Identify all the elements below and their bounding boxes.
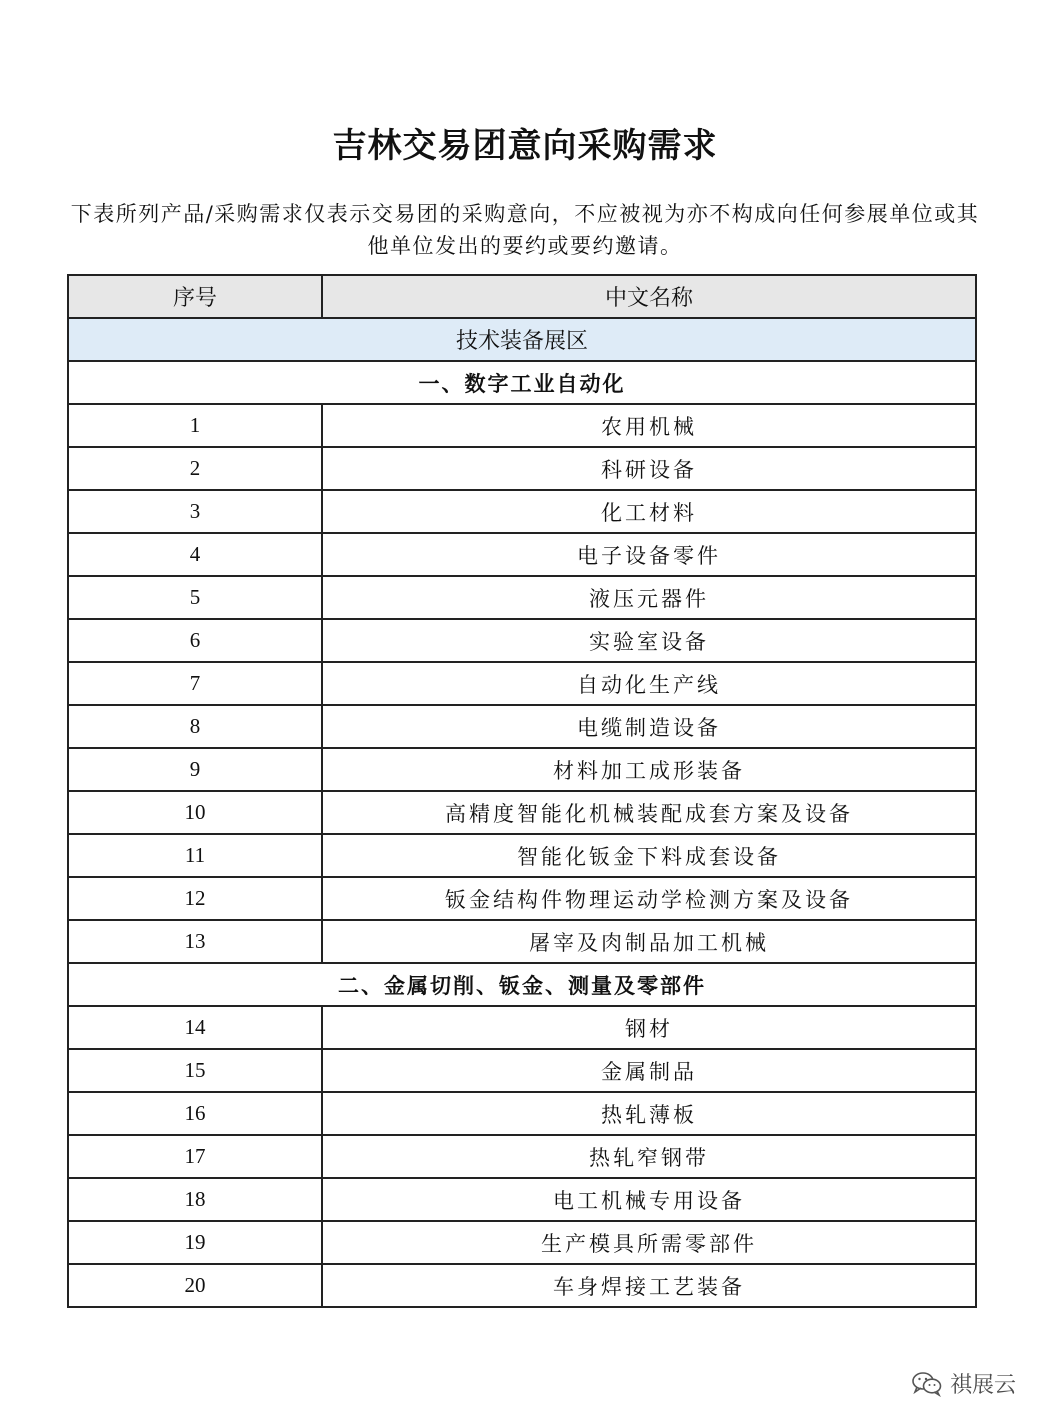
- serial-number-cell: 1: [68, 404, 322, 447]
- product-name-cell: 电缆制造设备: [322, 705, 976, 748]
- table-row: [68, 1006, 976, 1049]
- column-header-serial: 序号: [68, 275, 322, 318]
- table-row: [68, 447, 976, 490]
- watermark: [912, 1368, 1016, 1399]
- column-header-name: 中文名称: [322, 275, 976, 318]
- table-row: [68, 1264, 976, 1307]
- table-row: [68, 791, 976, 834]
- table-header-row: [68, 275, 976, 318]
- product-name-cell: 热轧窄钢带: [322, 1135, 976, 1178]
- product-name-cell: 智能化钣金下料成套设备: [322, 834, 976, 877]
- zone-row: [68, 318, 976, 361]
- serial-number-cell: 7: [68, 662, 322, 705]
- wechat-icon: [912, 1371, 942, 1397]
- table-row: [68, 877, 976, 920]
- disclaimer-text: 下表所列产品/采购需求仅表示交易团的采购意向，不应被视为亦不构成向任何参展单位或其他单位发出的要约或要约邀请。: [70, 202, 980, 258]
- serial-number-cell: 18: [68, 1178, 322, 1221]
- product-name-cell: 钢材: [322, 1006, 976, 1049]
- product-name-cell: 高精度智能化机械装配成套方案及设备: [322, 791, 976, 834]
- watermark-text: 祺展云: [949, 1373, 1016, 1398]
- serial-number-cell: 12: [68, 877, 322, 920]
- serial-number-cell: 20: [68, 1264, 322, 1307]
- table-row: [68, 490, 976, 533]
- table-row: [68, 619, 976, 662]
- serial-number-cell: 10: [68, 791, 322, 834]
- product-name-cell: 科研设备: [322, 447, 976, 490]
- table-row: [68, 834, 976, 877]
- product-name-cell: 钣金结构件物理运动学检测方案及设备: [322, 877, 976, 920]
- serial-number-cell: 16: [68, 1092, 322, 1135]
- category-row: [68, 361, 976, 404]
- table-row: [68, 1092, 976, 1135]
- table-row: [68, 1178, 976, 1221]
- serial-number-cell: 8: [68, 705, 322, 748]
- product-name-cell: 自动化生产线: [322, 662, 976, 705]
- product-name-cell: 材料加工成形装备: [322, 748, 976, 791]
- table-row: [68, 705, 976, 748]
- table-body: [68, 318, 976, 1307]
- serial-number-cell: 17: [68, 1135, 322, 1178]
- table-row: [68, 1135, 976, 1178]
- category-label: 一、数字工业自动化: [68, 361, 976, 404]
- table-row: [68, 920, 976, 963]
- serial-number-cell: 9: [68, 748, 322, 791]
- product-name-cell: 实验室设备: [322, 619, 976, 662]
- table-row: [68, 576, 976, 619]
- table-row: [68, 662, 976, 705]
- category-row: [68, 963, 976, 1006]
- serial-number-cell: 19: [68, 1221, 322, 1264]
- serial-number-cell: 14: [68, 1006, 322, 1049]
- serial-number-cell: 6: [68, 619, 322, 662]
- serial-number-cell: 11: [68, 834, 322, 877]
- product-name-cell: 屠宰及肉制品加工机械: [322, 920, 976, 963]
- table-row: [68, 533, 976, 576]
- product-name-cell: 农用机械: [322, 404, 976, 447]
- product-name-cell: 金属制品: [322, 1049, 976, 1092]
- zone-label: 技术装备展区: [68, 318, 976, 361]
- product-name-cell: 车身焊接工艺装备: [322, 1264, 976, 1307]
- procurement-table-container: [67, 274, 975, 1308]
- product-name-cell: 电子设备零件: [322, 533, 976, 576]
- serial-number-cell: 5: [68, 576, 322, 619]
- table-row: [68, 1049, 976, 1092]
- page-title: 吉林交易团意向采购需求: [332, 126, 718, 166]
- product-name-cell: 化工材料: [322, 490, 976, 533]
- category-label: 二、金属切削、钣金、测量及零部件: [68, 963, 976, 1006]
- serial-number-cell: 4: [68, 533, 322, 576]
- table-row: [68, 404, 976, 447]
- serial-number-cell: 3: [68, 490, 322, 533]
- serial-number-cell: 2: [68, 447, 322, 490]
- product-name-cell: 生产模具所需零部件: [322, 1221, 976, 1264]
- table-row: [68, 748, 976, 791]
- product-name-cell: 电工机械专用设备: [322, 1178, 976, 1221]
- product-name-cell: 液压元器件: [322, 576, 976, 619]
- procurement-table: [67, 274, 977, 1308]
- serial-number-cell: 15: [68, 1049, 322, 1092]
- table-row: [68, 1221, 976, 1264]
- product-name-cell: 热轧薄板: [322, 1092, 976, 1135]
- serial-number-cell: 13: [68, 920, 322, 963]
